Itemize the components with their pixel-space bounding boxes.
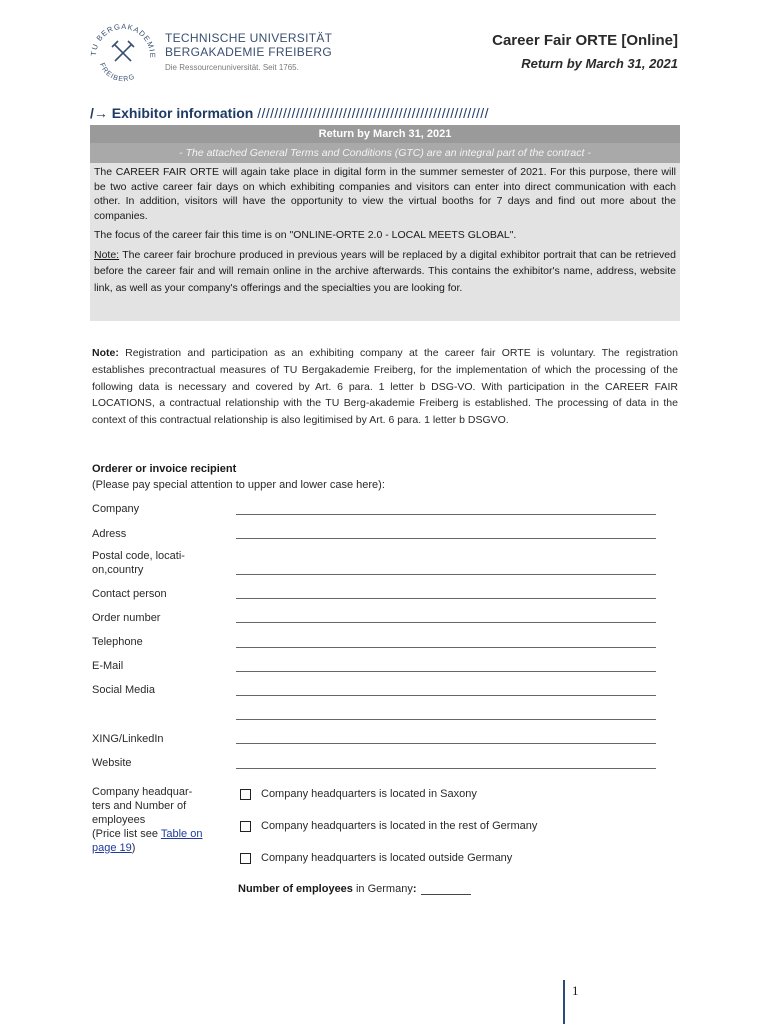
- university-seal-logo: [88, 20, 158, 82]
- hq-option-label: Company headquarters is located in Saxony: [261, 788, 477, 800]
- price-list-suffix: ): [131, 842, 136, 854]
- hq-employees-label-text: Company headquar- ters and Number of employees: [92, 786, 193, 826]
- company-field[interactable]: [236, 514, 656, 515]
- intro-box: [90, 163, 680, 321]
- return-by-date: Return by March 31, 2021: [521, 56, 678, 71]
- email-field[interactable]: [236, 671, 656, 672]
- social-media-field-2[interactable]: [236, 719, 656, 720]
- section-heading-text: Exhibitor information: [111, 105, 254, 121]
- page-number-bar: [563, 980, 565, 1024]
- hq-option-saxony[interactable]: [240, 788, 477, 800]
- svg-text:FREIBERG: [98, 62, 136, 82]
- university-name: [165, 31, 332, 59]
- contact-person-field[interactable]: [236, 598, 656, 599]
- intro-note-text: The career fair brochure produced in previous years will be replaced by a digital exhibitor portrait that can be retrieved before the career fair and will remain online in the archive afterwards. This contains the exhibitor's name, address, website link, as well as your company's offerings and the specialties you are looking for.: [94, 248, 676, 294]
- social-media-label: Social Media: [92, 684, 155, 696]
- company-label: Company: [92, 503, 140, 515]
- employees-row: [238, 883, 471, 895]
- hq-option-outside-germany[interactable]: [240, 852, 512, 864]
- checkbox-icon[interactable]: [240, 853, 251, 864]
- telephone-label: Telephone: [92, 636, 143, 648]
- university-name-line1: TECHNISCHE UNIVERSITÄT: [165, 31, 333, 45]
- seal-text-bottom: FREIBERG: [98, 62, 137, 82]
- xing-linkedin-label: XING/LinkedIn: [92, 733, 164, 745]
- postal-field[interactable]: [236, 574, 656, 575]
- hammer-pick-icon: [112, 41, 134, 61]
- email-label: E-Mail: [92, 660, 124, 672]
- section-heading: [90, 105, 670, 121]
- page-number: 1: [572, 983, 579, 998]
- gtc-banner: - The attached General Terms and Conditions (GTC) are an integral part of the contract -: [90, 143, 680, 163]
- intro-paragraph-2: The focus of the career fair this time is on "ONLINE-ORTE 2.0 - LOCAL MEETS GLOBAL".: [94, 229, 517, 241]
- postal-label: Postal code, locati- on,country: [92, 550, 185, 576]
- intro-paragraph-1: The CAREER FAIR ORTE will again take place in digital form in the summer semester of 2021. For this purpose, there will be two active career fair days on which exhibiting companies and visitors can enter into direct communication with each other. In addition, visitors will have the opportunity to view the virtual booths for 7 days and find out more about the companies.: [94, 166, 676, 222]
- section-arrow: /→: [90, 105, 108, 121]
- employees-label: Number of employees: [238, 883, 353, 895]
- section-heading-slashes: //////////////////////////////////////////////////////: [257, 105, 489, 121]
- website-field[interactable]: [236, 768, 656, 769]
- price-list-link[interactable]: Table on page 19: [92, 828, 203, 854]
- intro-note: [94, 247, 676, 297]
- contact-person-label: Contact person: [92, 588, 167, 600]
- privacy-note: [92, 345, 678, 429]
- university-tagline: Die Ressourcenuniversität. Seit 1765.: [165, 63, 299, 72]
- website-label: Website: [92, 757, 132, 769]
- price-list-prefix: (Price list see: [92, 828, 161, 840]
- social-media-field[interactable]: [236, 695, 656, 696]
- document-title: Career Fair ORTE [Online]: [492, 32, 678, 49]
- intro-note-label: Note:: [94, 248, 120, 261]
- hq-option-rest-of-germany[interactable]: [240, 820, 537, 832]
- checkbox-icon[interactable]: [240, 821, 251, 832]
- hq-option-label: Company headquarters is located in the rest of Germany: [261, 820, 538, 832]
- privacy-note-label: Note:: [92, 347, 119, 359]
- privacy-note-text: Registration and participation as an exhibiting company at the career fair ORTE is voluntary. The registration establishes precontractual measures of TU Bergakademie Freiberg, for the implementation of which the processing of the following data is necessary and covered by Art. 6 para. 1 letter b DSG-VO. With participation in the CAREER FAIR LOCATIONS, a contractual relationship with the TU Berg-akademie Freiberg is established. The processing of data in the context of this contractual relationship is also legitimised by Art. 6 para. 1 letter b DSGVO.: [92, 347, 678, 427]
- seal-text-top: TU BERGAKADEMIE: [88, 21, 158, 59]
- employees-colon: :: [412, 883, 417, 895]
- orderer-title: Orderer or invoice recipient: [92, 463, 237, 475]
- price-list-note: [92, 827, 222, 855]
- xing-linkedin-field[interactable]: [236, 743, 656, 744]
- orderer-hint: (Please pay special attention to upper and lower case here):: [92, 479, 385, 491]
- university-name-line2: BERGAKADEMIE FREIBERG: [165, 45, 332, 59]
- employees-suffix: in Germany: [352, 883, 413, 895]
- checkbox-icon[interactable]: [240, 789, 251, 800]
- return-by-banner: Return by March 31, 2021: [90, 125, 680, 143]
- hq-option-label: Company headquarters is located outside Germany: [261, 852, 513, 864]
- employees-field[interactable]: [421, 884, 471, 895]
- address-label: Adress: [92, 528, 127, 540]
- telephone-field[interactable]: [236, 647, 656, 648]
- order-number-label: Order number: [92, 612, 161, 624]
- address-field[interactable]: [236, 538, 656, 539]
- order-number-field[interactable]: [236, 622, 656, 623]
- hq-employees-label: [92, 785, 222, 855]
